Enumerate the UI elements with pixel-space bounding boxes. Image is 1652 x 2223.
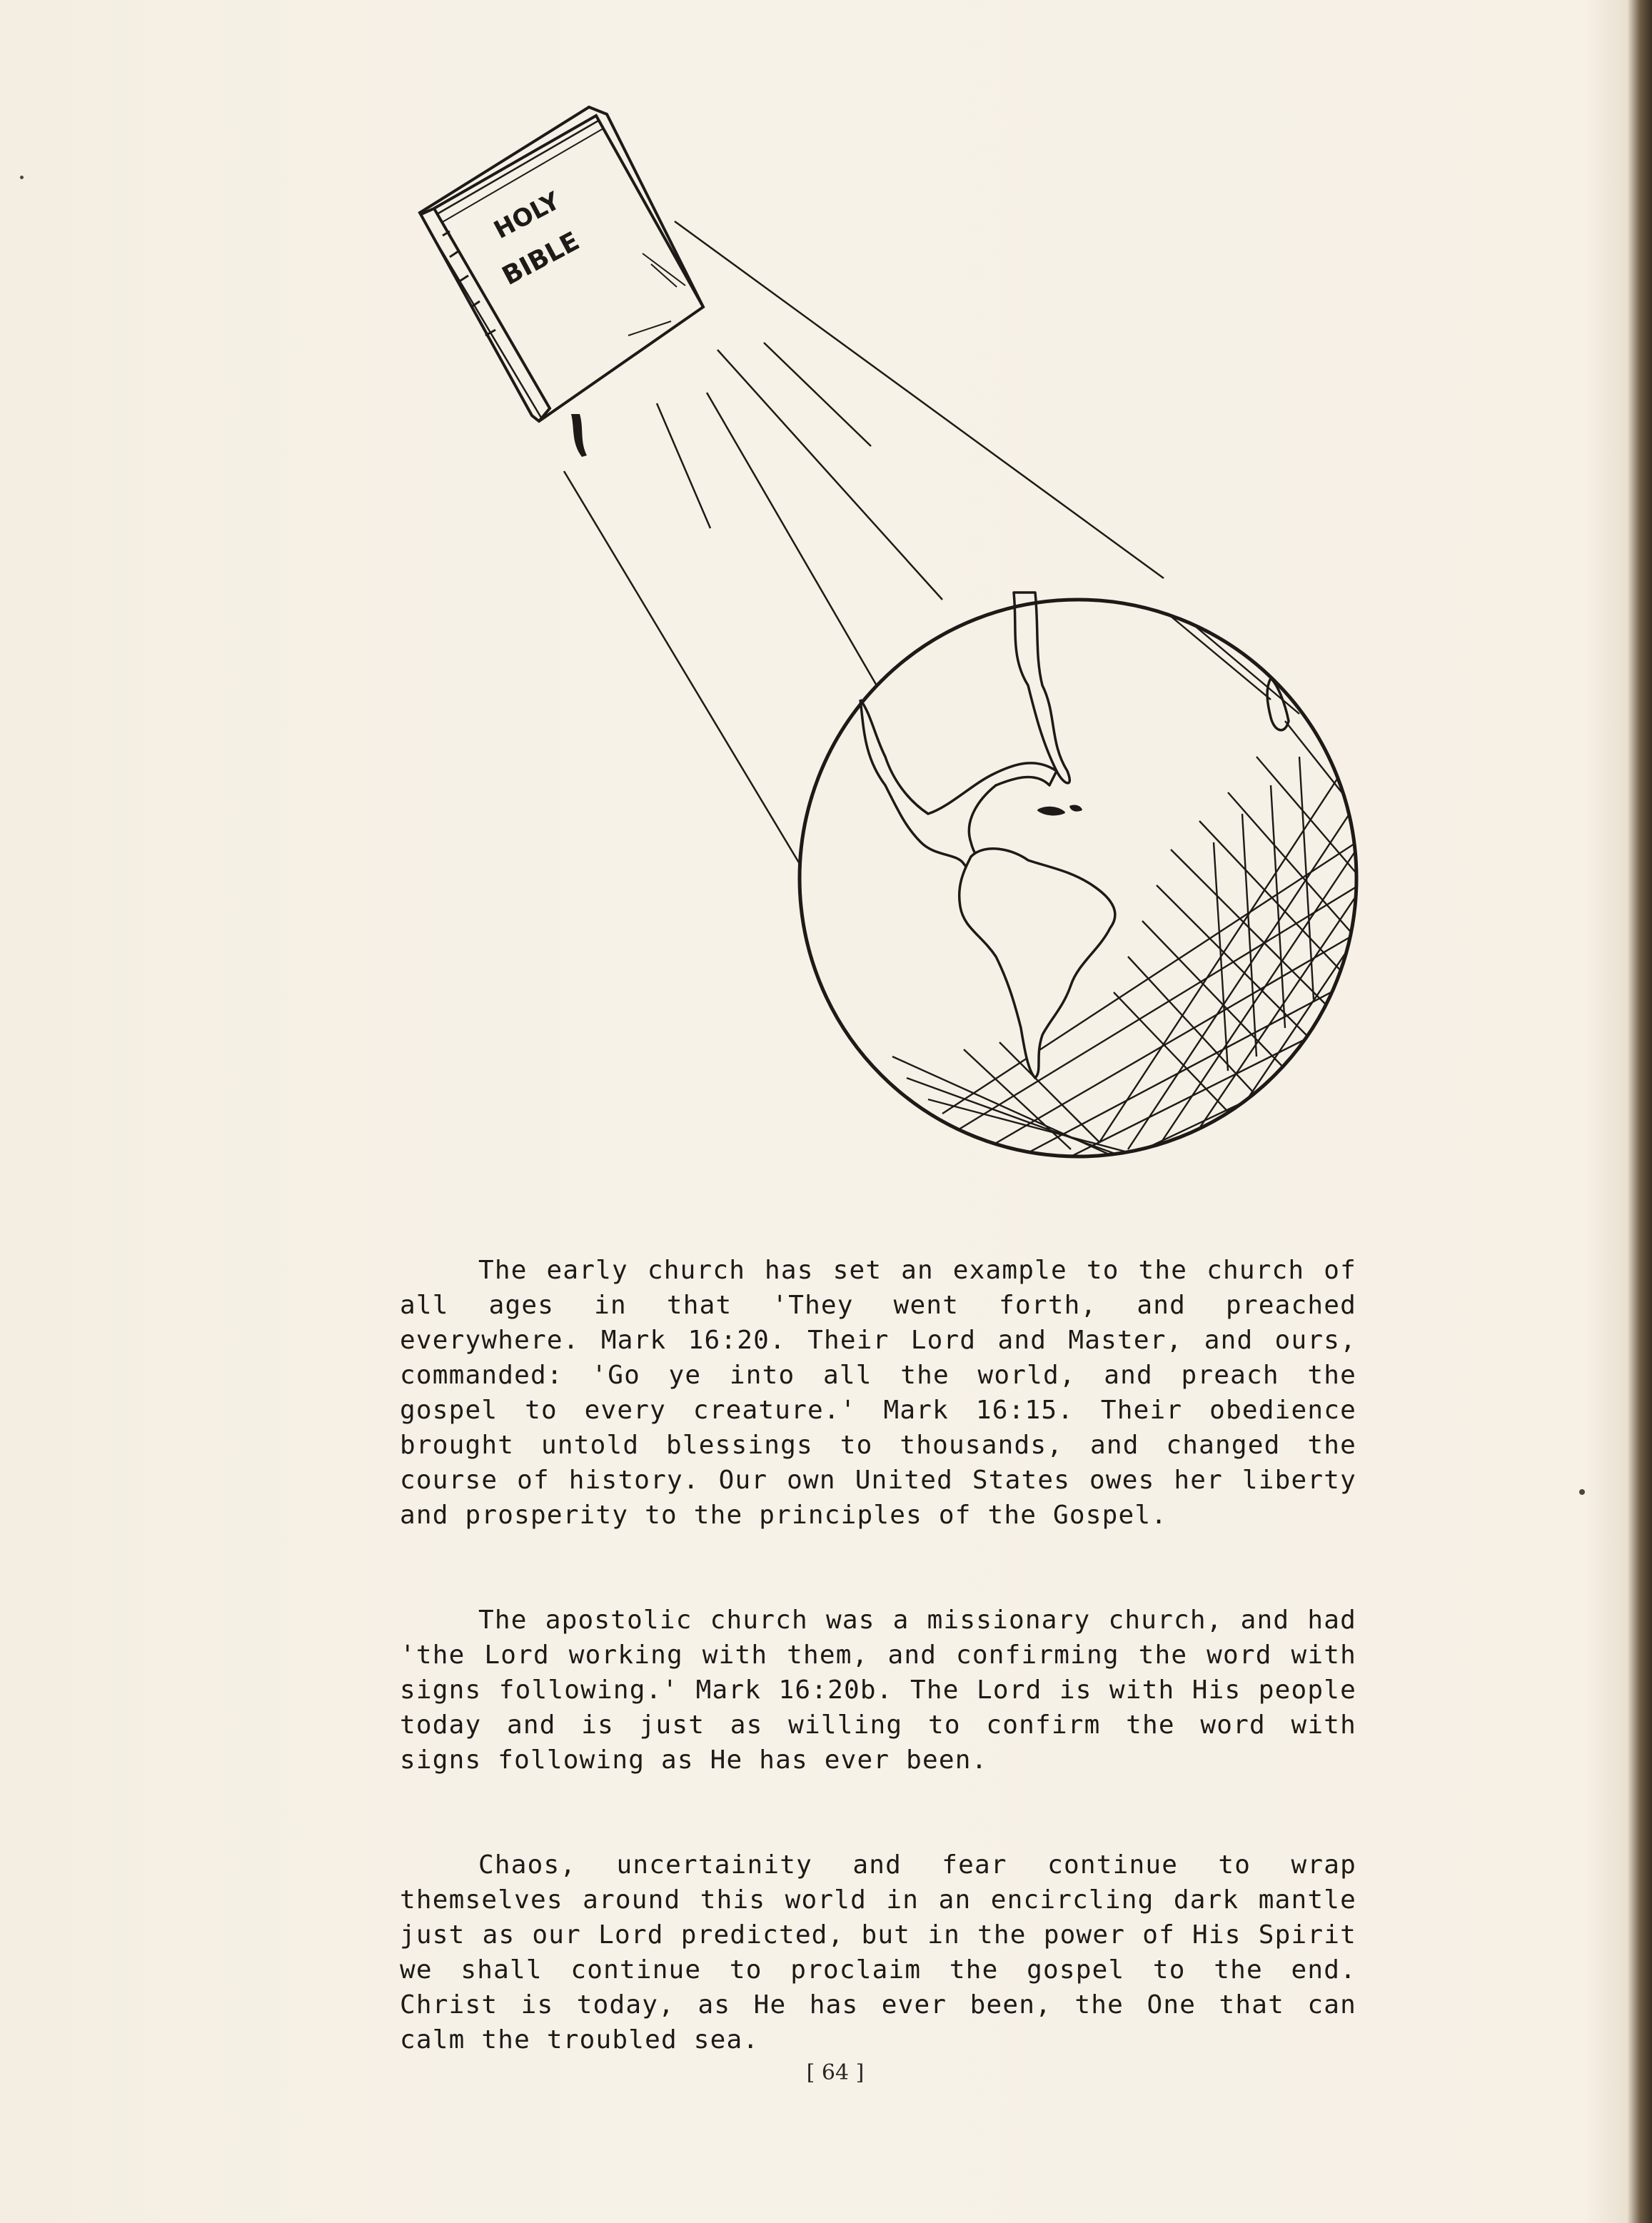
bible-and-globe-illustration [400, 93, 1385, 1164]
body-text [400, 1253, 1356, 2127]
bible-title-line1: HOLY [489, 186, 565, 245]
bible-icon [420, 107, 703, 457]
page-number: [ 64 ] [806, 2060, 865, 2085]
paper-speck [20, 176, 24, 179]
paragraph: The apostolic church was a missionary church, and had 'the Lord working with them, and confirming the word with signs following.' Mark 16:20b. The Lord is with His people today and is just as willing to confirm the word with signs following as He has ever been. [400, 1605, 1356, 1775]
paragraph: Chaos, uncertainity and fear continue to wrap themselves around this world in an encircling dark mantle just as our Lord predicted, but in the power of His Spirit we shall continue to proclaim the gospel to the end. Christ is today, as He has ever been, the One that can calm the troubled sea. [400, 1850, 1356, 2055]
paper-speck [1579, 1489, 1585, 1495]
paragraph: The early church has set an example to the church of all ages in that 'They went forth, and preached everywhere. Mark 16:20. Their Lord and Master, and ours, commanded: 'Go ye into all the world, and preach the gospel to every creature.' Mark 16:15. Their obedience brought untold blessings to thousands, and changed the course of history. Our own United States owes her liberty and prosperity to the principles of the Gospel. [400, 1256, 1356, 1530]
globe-icon [800, 593, 1385, 1164]
bible-title-line2: BIBLE [497, 226, 585, 291]
